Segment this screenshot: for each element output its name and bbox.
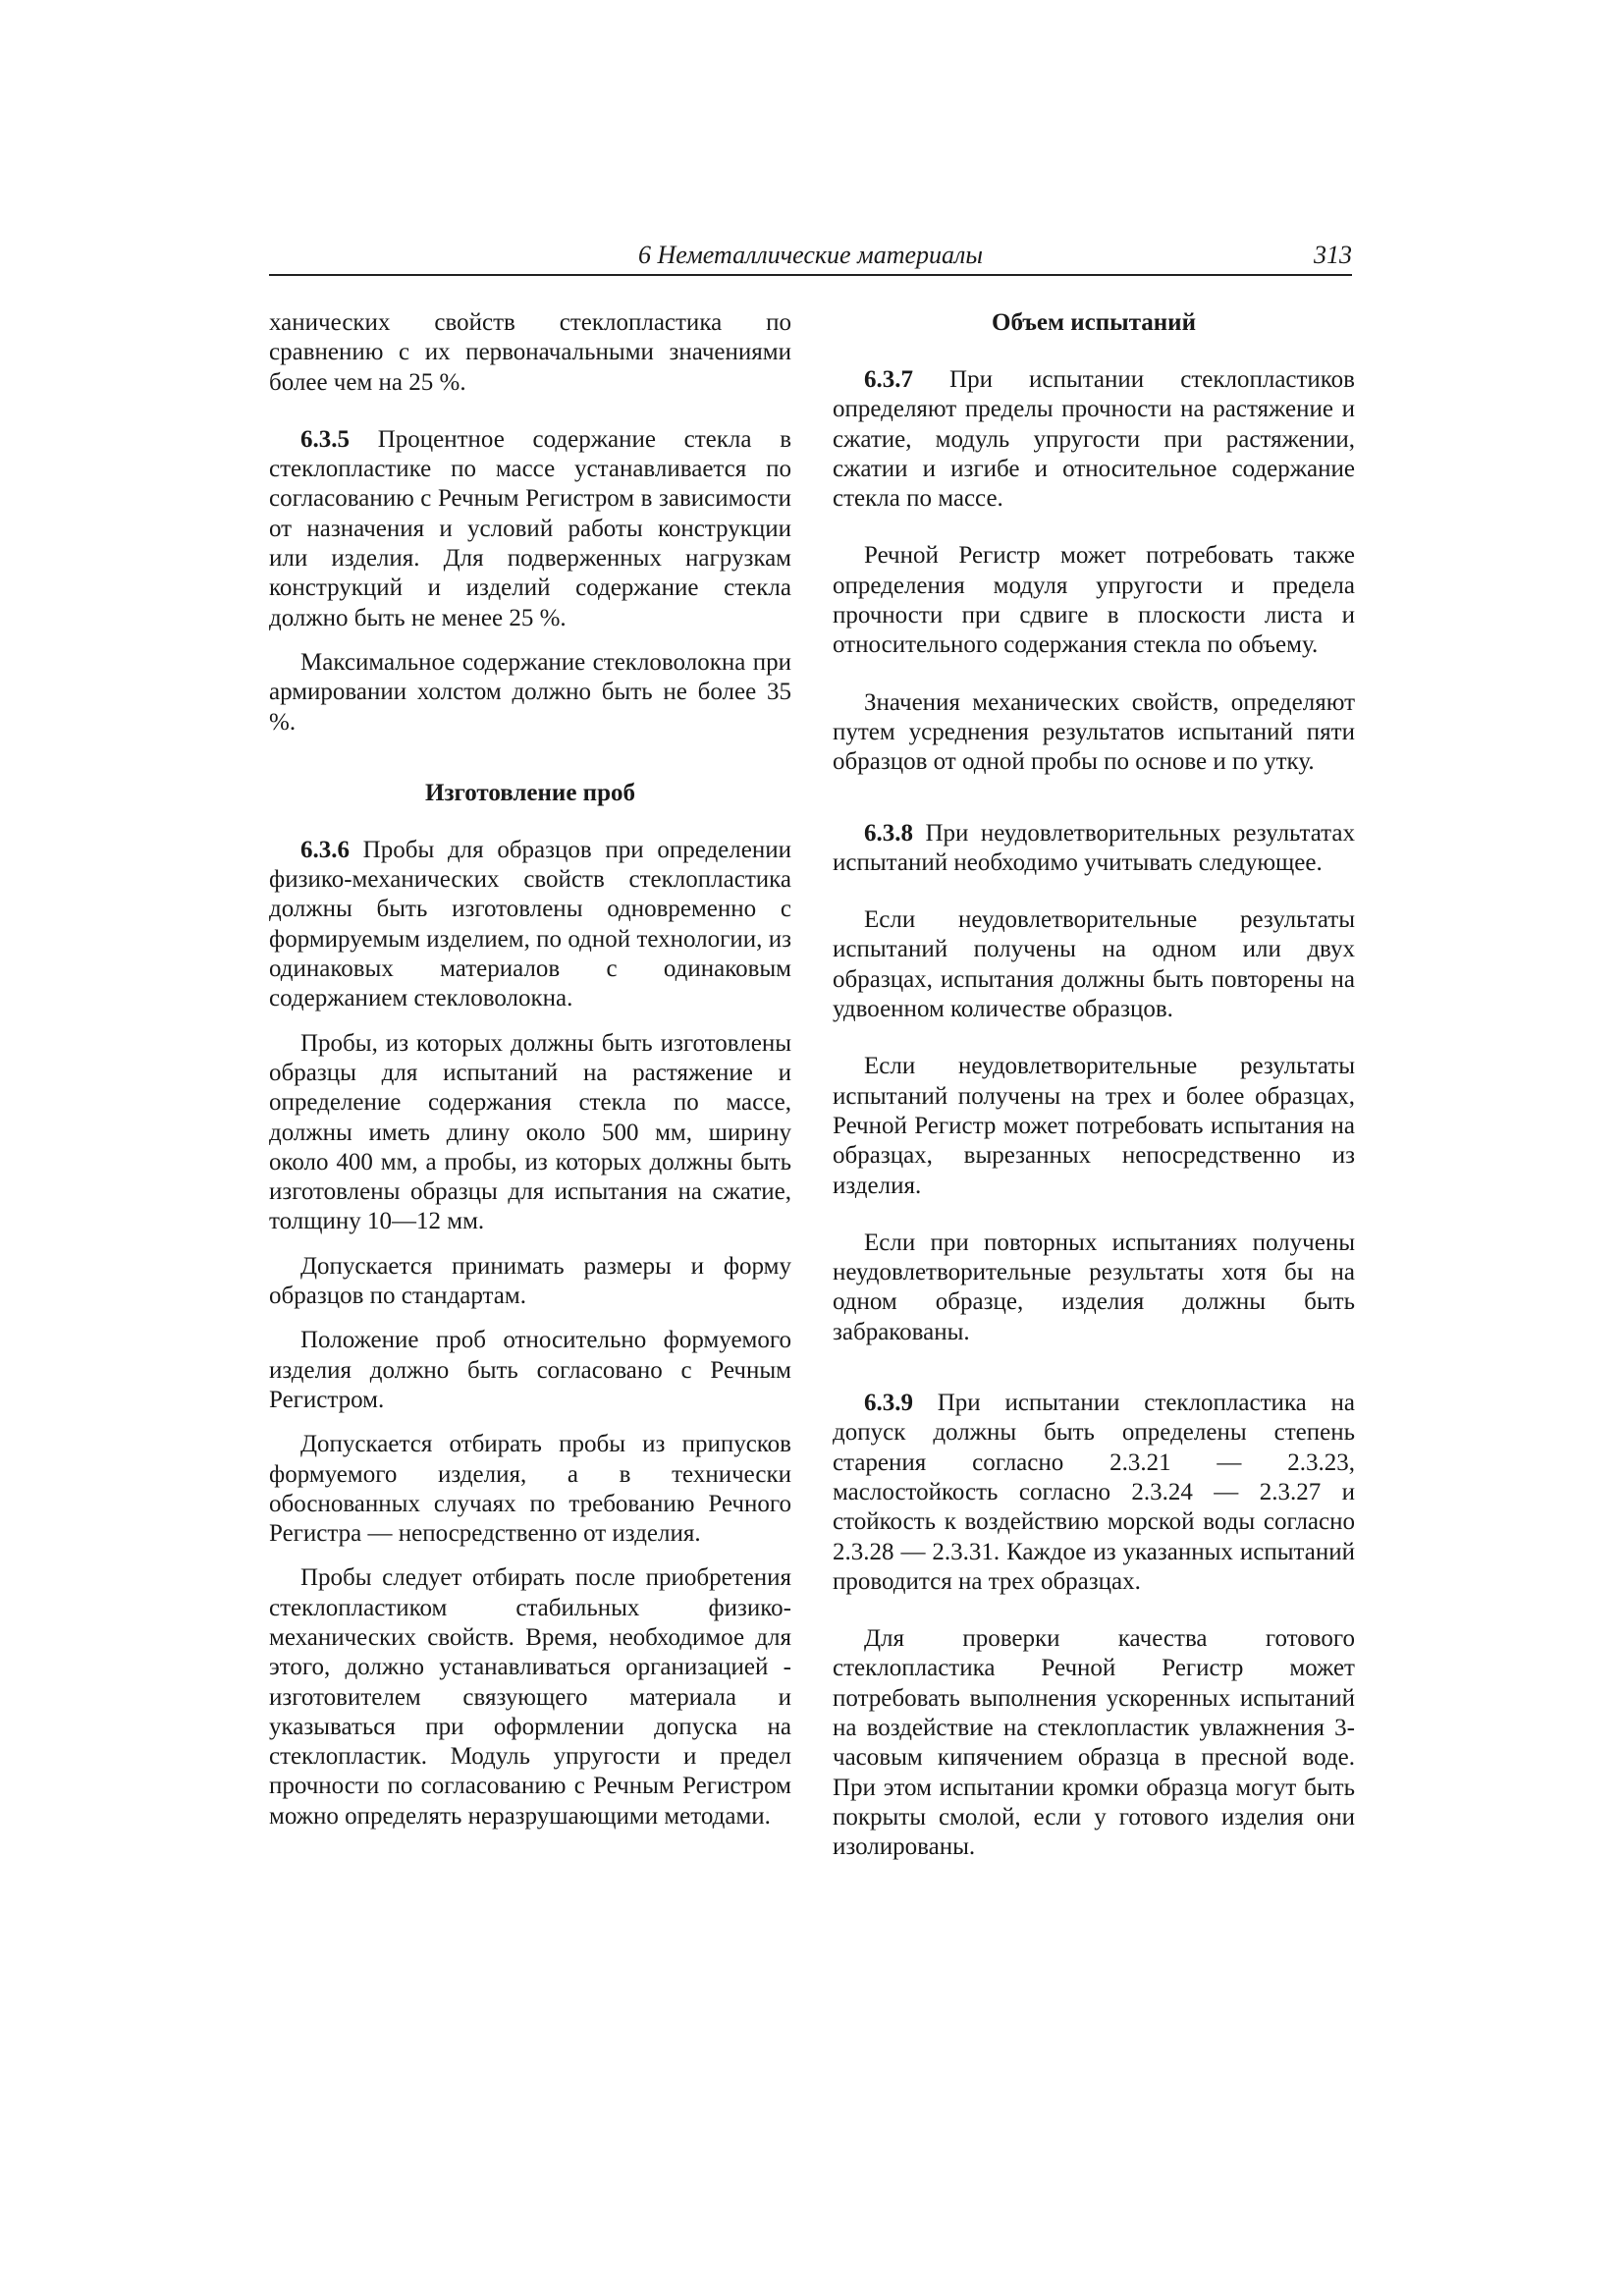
clause-number: 6.3.9 xyxy=(864,1390,913,1417)
paragraph-averaging: Значения механических свойств, определяют путем усреднения результатов испытаний пяти образцов от одной пробы по основе и по утку. xyxy=(833,688,1355,776)
paragraph-repeat-tests: Если при повторных испытаниях получены неудовлетворительные результаты хотя бы на одном образце, изделия должны быть забракованы. xyxy=(833,1229,1355,1345)
paragraph-stable-properties: Пробы следует отбирать после приобретения стеклопластиком стабильных физико-механических свойств. Время, необходимое для этого, должно устанавливаться организацией - изготовителем связующего материала и указываться при оформлении допуска на стеклопластик. Модуль упругости и предел прочности по согласованию с Речным Регистром можно определять неразрушающими методами. xyxy=(269,1564,791,1830)
running-title: 6 Неметаллические материалы xyxy=(638,241,983,269)
paragraph-6-3-8 xyxy=(833,819,1355,879)
paragraph-6-3-5 xyxy=(269,425,791,633)
clause-number: 6.3.5 xyxy=(300,425,350,453)
paragraph-text: Пробы для образцов при определении физико-механических свойств стеклопластика должны быть изготовлены одновременно с формируемым изделием, по одной технологии, из одинаковых материалов с одинаковым содержанием стекловолокна. xyxy=(269,836,791,1012)
heading-test-scope: Объем испытаний xyxy=(992,309,1196,336)
paragraph-register-may-require: Речной Регистр может потребовать также определения модуля упругости и предела прочности при сдвиге в плоскости листа и относительного содержания стекла по объему. xyxy=(833,542,1355,659)
heading-samples: Изготовление проб xyxy=(425,779,635,806)
left-column xyxy=(269,308,791,1831)
paragraph-one-two-samples: Если неудовлетворительные результаты испытаний получены на одном или двух образцах, испытания должны быть повторены на удвоенном количестве образцов. xyxy=(833,906,1355,1023)
paragraph-continuation: ханических свойств стеклопластика по сравнению с их первоначальными значениями более чем на 25 %. xyxy=(269,309,791,396)
paragraph-text: При испытании стеклопластиков определяют пределы прочности на растяжение и сжатие, модуль упругости при растяжении, сжатии и изгибе и относительное содержание стекла по массе. xyxy=(833,366,1355,513)
paragraph-text: При неудовлетворительных результатах испытаний необходимо учитывать следующее. xyxy=(833,819,1355,876)
paragraph-6-3-7 xyxy=(833,365,1355,514)
paragraph-three-samples: Если неудовлетворительные результаты испытаний получены на трех и более образцах, Речной Регистр может потребовать испытания на образцах, вырезанных непосредственно из изделия. xyxy=(833,1053,1355,1199)
paragraph-sample-sizes: Пробы, из которых должны быть изготовлены образцы для испытаний на растяжение и определение содержания стекла по массе, должны иметь длину около 500 мм, ширину около 400 мм, а пробы, из которых должны быть изготовлены образцы для испытания на сжатие, толщину 10—12 мм. xyxy=(269,1029,791,1235)
page-number: 313 xyxy=(1314,241,1352,269)
paragraph-allowances: Допускается отбирать пробы из припусков формуемого изделия, а в технически обоснованных случаях по требованию Речного Регистра — непосредственно от изделия. xyxy=(269,1431,791,1548)
paragraph-6-3-9 xyxy=(833,1389,1355,1597)
paragraph-text: При испытании стеклопластика на допуск должны быть определены степень старения согласно 2.3.21 — 2.3.23, маслостойкость согласно 2.3.24 — 2.3.27 и стойкость к воздействию морской воды согласно 2.3.28 — 2.3.31. Каждое из указанных испытаний проводится на трех образцах. xyxy=(833,1390,1355,1595)
right-column xyxy=(833,308,1355,1862)
clause-number: 6.3.6 xyxy=(300,836,350,863)
paragraph-quality-check: Для проверки качества готового стеклопластика Речной Регистр может потребовать выполнения ускоренных испытаний на воздействие на стеклопластик увлажнения 3-часовым кипячением образца в пресной воде. При этом испытании кромки образца могут быть покрыты смолой, если у готового изделия они изолированы. xyxy=(833,1625,1355,1861)
paragraph-max-content: Максимальное содержание стекловолокна при армировании холстом должно быть не более 35 %. xyxy=(269,648,791,736)
clause-number: 6.3.7 xyxy=(864,366,913,393)
paragraph-position: Положение проб относительно формуемого изделия должно быть согласовано с Речным Регистром. xyxy=(269,1327,791,1413)
page-header xyxy=(269,237,1352,276)
paragraph-text: Процентное содержание стекла в стеклопластике по массе устанавливается по согласованию с Речным Регистром в зависимости от назначения и условий работы конструкции или изделия. Для подверженных нагрузкам конструкций и изделий содержание стекла должно быть не менее 25 %. xyxy=(269,425,791,631)
clause-number: 6.3.8 xyxy=(864,819,913,847)
paragraph-standards: Допускается принимать размеры и форму образцов по стандартам. xyxy=(269,1252,791,1310)
paragraph-6-3-6 xyxy=(269,836,791,1014)
